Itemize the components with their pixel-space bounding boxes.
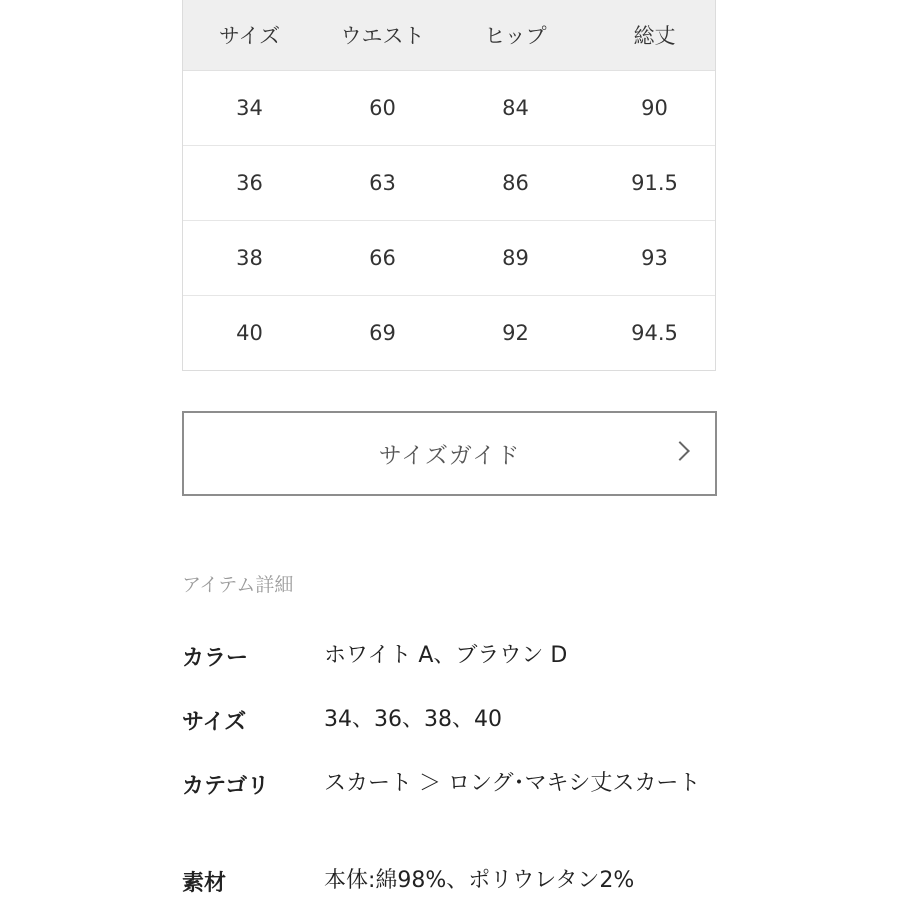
cell-waist: 69 xyxy=(369,321,396,345)
cell-length: 93 xyxy=(641,246,668,270)
size-guide-label: サイズガイド xyxy=(378,443,521,469)
table-row xyxy=(183,296,715,370)
table-row xyxy=(183,146,715,221)
size-table xyxy=(182,0,716,371)
cell-waist: 60 xyxy=(369,96,396,120)
chevron-right-icon xyxy=(670,441,690,461)
detail-label: サイズ xyxy=(182,710,247,735)
detail-label: カラー xyxy=(182,646,249,671)
header-length: 総丈 xyxy=(633,24,676,48)
cell-waist: 66 xyxy=(369,246,396,270)
detail-label: カテゴリ xyxy=(182,774,270,799)
size-guide-button[interactable] xyxy=(182,411,717,496)
detail-label: 素材 xyxy=(182,871,227,896)
cell-length: 91.5 xyxy=(631,171,678,195)
size-table-header xyxy=(183,0,715,71)
header-size: サイズ xyxy=(218,24,281,48)
cell-hip: 86 xyxy=(502,171,529,195)
cell-hip: 84 xyxy=(502,96,529,120)
cell-size: 36 xyxy=(236,171,263,195)
detail-value: 本体:綿98%、ポリウレタン2% xyxy=(324,868,635,893)
cell-size: 40 xyxy=(236,321,263,345)
table-row xyxy=(183,221,715,296)
header-waist: ウエスト xyxy=(340,24,425,48)
detail-value: 34、36、38、40 xyxy=(324,707,502,732)
cell-hip: 92 xyxy=(502,321,529,345)
detail-value: ホワイト A、ブラウン D xyxy=(324,643,568,668)
cell-length: 90 xyxy=(641,96,668,120)
item-details-title: アイテム詳細 xyxy=(182,574,294,596)
detail-value[interactable]: スカート ＞ ロング･マキシ丈スカート xyxy=(324,771,701,796)
cell-size: 38 xyxy=(236,246,263,270)
cell-length: 94.5 xyxy=(631,321,678,345)
cell-size: 34 xyxy=(236,96,263,120)
cell-waist: 63 xyxy=(369,171,396,195)
header-hip: ヒップ xyxy=(484,24,547,48)
cell-hip: 89 xyxy=(502,246,529,270)
table-row xyxy=(183,71,715,146)
